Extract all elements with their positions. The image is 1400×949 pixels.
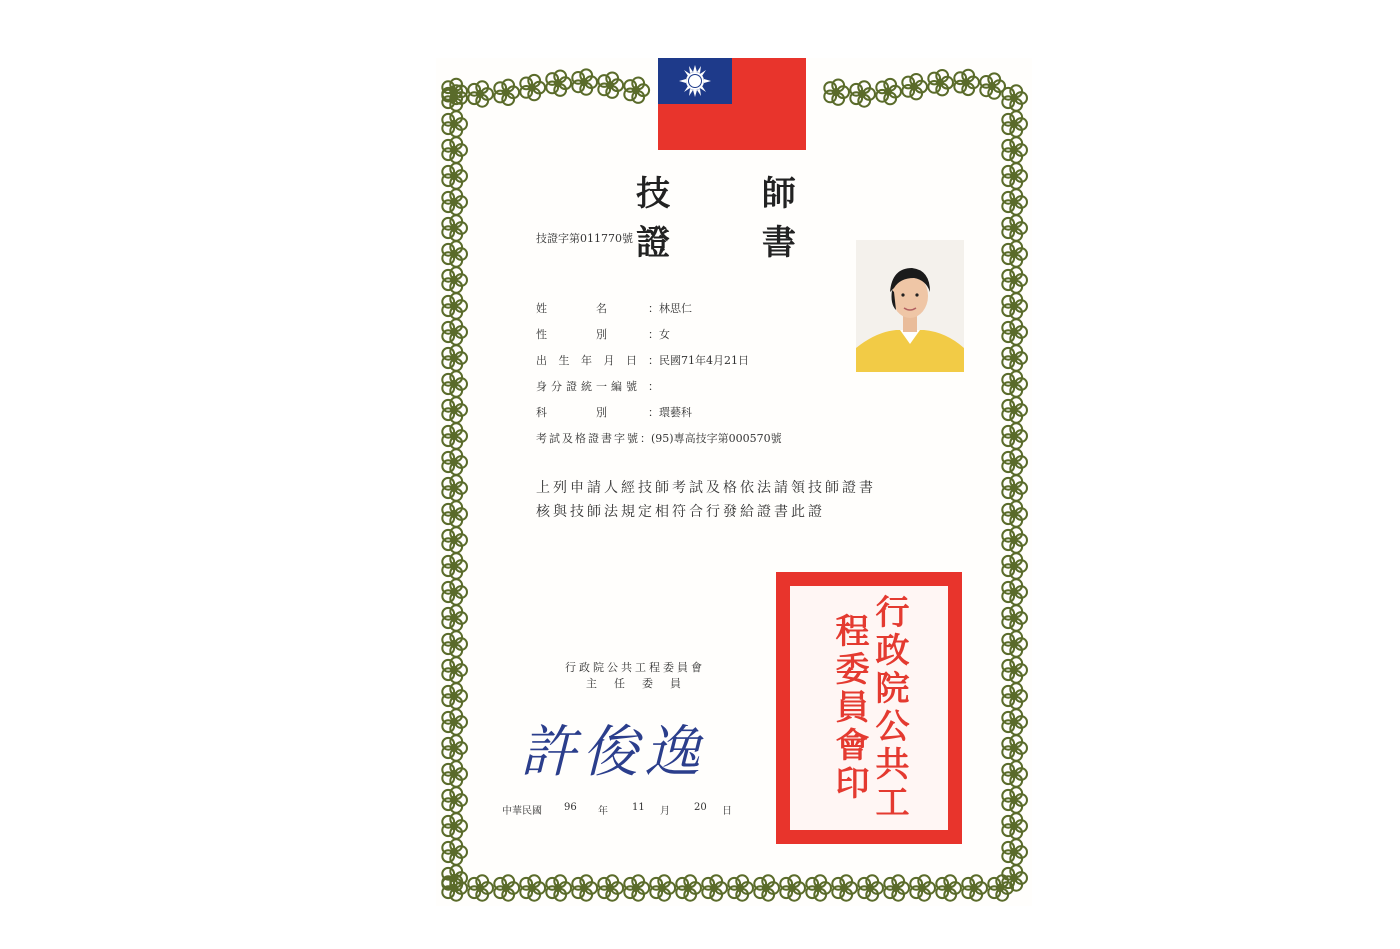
field-label: 考試及格證書字號 [536,432,640,445]
issuer [540,660,730,692]
field-label: 姓 名 [536,302,611,315]
field-value: ：民國71年4月21日 [648,354,749,367]
date-year: 96 [564,802,577,813]
signature: 許俊逸 [520,720,706,785]
field-gender [536,322,856,348]
seal-text: 行政院公共工程委員會印 [790,586,948,830]
issue-date [502,802,732,817]
field-discipline [536,400,856,426]
certificate-title: 技 師 證 書 [636,174,836,263]
date-month: 11 [632,802,645,813]
field-name [536,296,856,322]
date-year-unit: 年 [598,806,608,817]
date-day: 20 [694,802,707,813]
field-label: 身分證統一編號 [536,380,641,393]
field-value: ：環藝科 [648,406,692,419]
portrait-photo [856,240,964,372]
date-day-unit: 日 [722,806,732,817]
field-birthdate [536,348,856,374]
certification-statement [536,476,956,524]
field-value: ：林思仁 [648,302,692,315]
personal-info [536,296,856,452]
field-id-number [536,374,856,400]
field-label: 出 生 年 月 日 [536,354,641,367]
statement-line-2: 核與技師法規定相符合行發給證書此證 [536,504,825,520]
issuer-agency: 行政院公共工程委員會 [565,661,705,674]
field-label: 科 別 [536,406,611,419]
statement-line-1: 上列申請人經技師考試及格依法請領技師證書 [536,480,876,496]
issuer-title: 主 任 委 員 [586,677,684,690]
date-era: 中華民國 [502,806,542,817]
field-value: ：(95)專高技字第000570號 [640,432,782,445]
date-month-unit: 月 [660,806,670,817]
field-value: ：女 [648,328,670,341]
flag-icon [658,58,806,150]
certificate [436,58,1032,906]
certificate-number: 技證字第011770號 [536,232,633,245]
field-exam-cert [536,426,856,452]
official-seal [776,572,962,844]
field-label: 性 別 [536,328,611,341]
field-value: ： [648,380,659,393]
